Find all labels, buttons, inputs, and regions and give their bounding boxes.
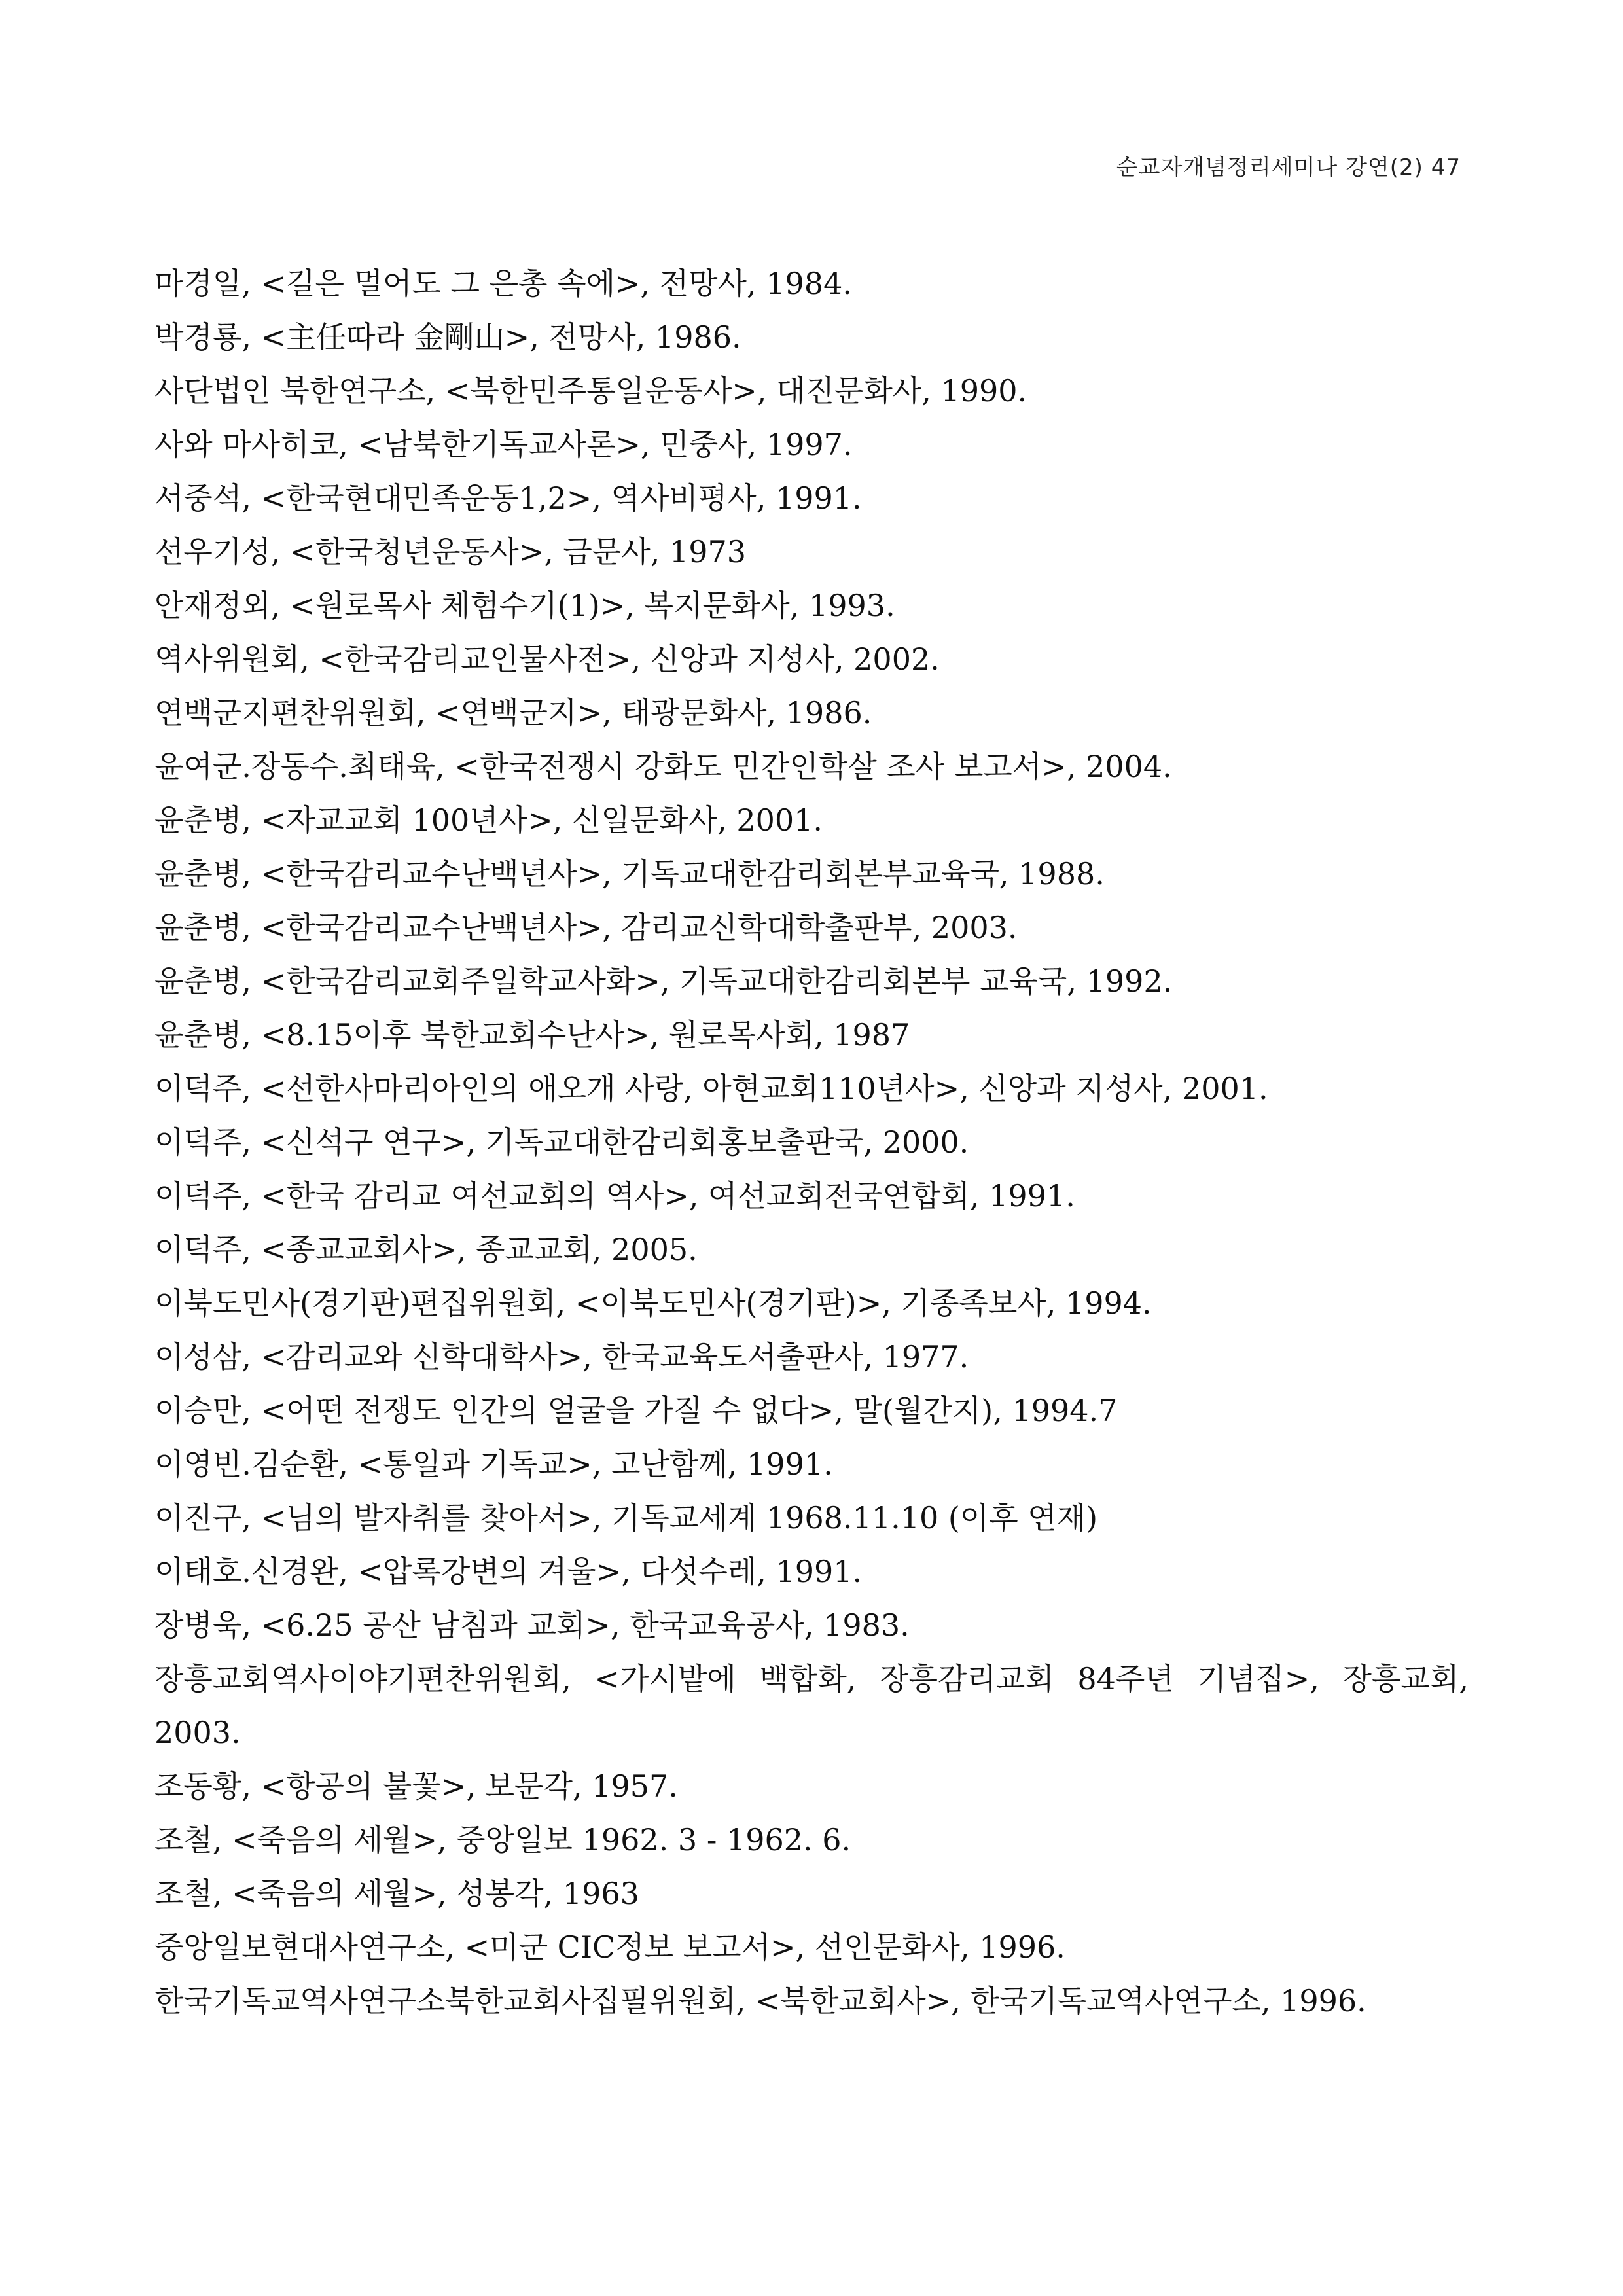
bibliography-entry: 윤춘병, <한국감리교수난백년사>, 기독교대한감리회본부교육국, 1988. <box>154 856 1105 891</box>
bibliography-entry: 이성삼, <감리교와 신학대학사>, 한국교육도서출판사, 1977. <box>154 1339 969 1374</box>
bibliography-entry: 장병욱, <6.25 공산 남침과 교회>, 한국교육공사, 1983. <box>154 1607 910 1643</box>
bibliography-entry: 이진구, <님의 발자취를 찾아서>, 기독교세계 1968.11.10 (이후 연재) <box>154 1500 1098 1535</box>
bibliography-entry: 이덕주, <신석구 연구>, 기독교대한감리회홍보출판국, 2000. <box>154 1124 969 1160</box>
bibliography-entry: 이영빈.김순환, <통일과 기독교>, 고난함께, 1991. <box>154 1446 833 1482</box>
bibliography-entry: 한국기독교역사연구소북한교회사집필위원회, <북한교회사>, 한국기독교역사연구소, 1996. <box>154 1983 1366 2018</box>
bibliography-entry: 조철, <죽음의 세월>, 중앙일보 1962. 3 - 1962. 6. <box>154 1822 851 1857</box>
bibliography-entry: 이승만, <어떤 전쟁도 인간의 얼굴을 가질 수 없다>, 말(월간지), 1994.7 <box>154 1393 1118 1428</box>
bibliography-entry: 사와 마사히코, <남북한기독교사론>, 민중사, 1997. <box>154 427 853 462</box>
bibliography-entry: 사단법인 북한연구소, <북한민주통일운동사>, 대진문화사, 1990. <box>154 373 1027 408</box>
bibliography-entry: 이덕주, <선한사마리아인의 애오개 사랑, 아현교회110년사>, 신앙과 지성사, 2001. <box>154 1071 1268 1106</box>
bibliography-entry: 선우기성, <한국청년운동사>, 금문사, 1973 <box>154 534 746 569</box>
bibliography-entry: 윤여군.장동수.최태육, <한국전쟁시 강화도 민간인학살 조사 보고서>, 2004. <box>154 749 1172 784</box>
bibliography-entry: 서중석, <한국현대민족운동1,2>, 역사비평사, 1991. <box>154 480 862 516</box>
bibliography-entry: 마경일, <길은 멀어도 그 은총 속에>, 전망사, 1984. <box>154 266 852 301</box>
bibliography-entry: 연백군지편찬위원회, <연백군지>, 태광문화사, 1986. <box>154 695 872 730</box>
bibliography-entry: 이덕주, <종교교회사>, 종교교회, 2005. <box>154 1232 698 1267</box>
bibliography-entry: 박경룡, <主任따라 金剛山>, 전망사, 1986. <box>154 319 741 355</box>
bibliography-entry: 역사위원회, <한국감리교인물사전>, 신앙과 지성사, 2002. <box>154 641 940 677</box>
bibliography-entry: 이태호.신경완, <압록강변의 겨울>, 다섯수레, 1991. <box>154 1554 863 1589</box>
bibliography-entry: 윤춘병, <한국감리교회주일학교사화>, 기독교대한감리회본부 교육국, 1992. <box>154 963 1173 999</box>
bibliography-entry: 안재정외, <원로목사 체험수기(1)>, 복지문화사, 1993. <box>154 588 895 623</box>
bibliography-entry: 조철, <죽음의 세월>, 성봉각, 1963 <box>154 1876 639 1911</box>
bibliography-entry: 윤춘병, <자교교회 100년사>, 신일문화사, 2001. <box>154 802 823 838</box>
bibliography-list <box>154 257 1469 2028</box>
bibliography-entry: 윤춘병, <한국감리교수난백년사>, 감리교신학대학출판부, 2003. <box>154 910 1018 945</box>
bibliography-entry: 중앙일보현대사연구소, <미군 CIC정보 보고서>, 선인문화사, 1996. <box>154 1929 1065 1965</box>
bibliography-entry: 이덕주, <한국 감리교 여선교회의 역사>, 여선교회전국연합회, 1991. <box>154 1178 1075 1213</box>
bibliography-entry: 윤춘병, <8.15이후 북한교회수난사>, 원로목사회, 1987 <box>154 1017 910 1052</box>
running-header: 순교자개념정리세미나 강연(2) 47 <box>1116 154 1461 181</box>
bibliography-entry: 장흥교회역사이야기편찬위원회, <가시밭에 백합화, 장흥감리교회 84주년 기념집>, 장흥교회, 2003. <box>154 1661 1469 1750</box>
bibliography-entry: 이북도민사(경기판)편집위원회, <이북도민사(경기판)>, 기종족보사, 1994. <box>154 1285 1152 1321</box>
bibliography-entry: 조동황, <항공의 불꽃>, 보문각, 1957. <box>154 1768 678 1804</box>
